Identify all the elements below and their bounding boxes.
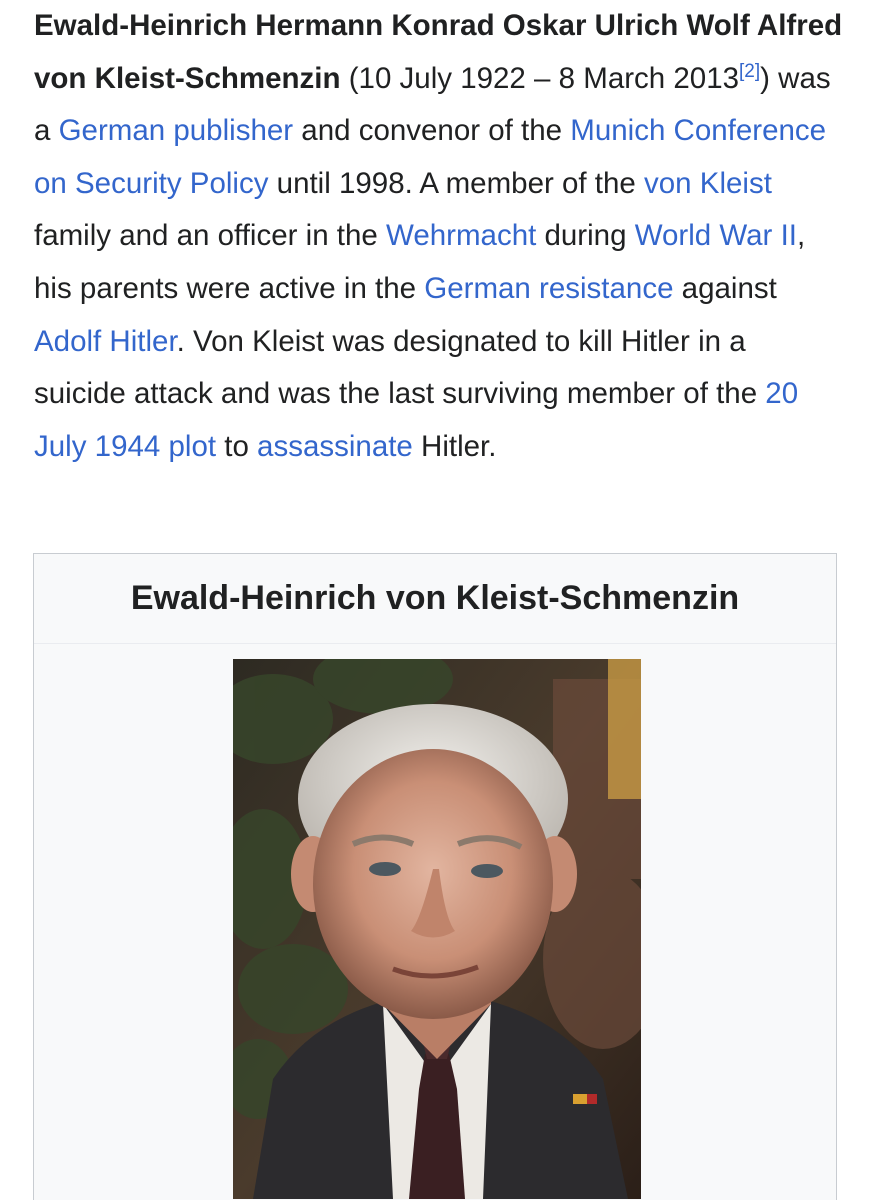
intro-text: during bbox=[536, 219, 635, 253]
article-intro-paragraph bbox=[34, 0, 844, 473]
link-munich-conference[interactable]: Munich Conference on Security Policy bbox=[34, 114, 827, 200]
link-world-war-ii[interactable]: World War II bbox=[634, 219, 797, 253]
link-von-kleist[interactable]: von Kleist bbox=[644, 166, 772, 200]
reference-link-2[interactable]: [2] bbox=[739, 60, 761, 82]
link-adolf-hitler[interactable]: Adolf Hitler bbox=[34, 324, 177, 358]
intro-text: to bbox=[216, 429, 258, 463]
intro-text: (10 July 1922 – 8 March 2013 bbox=[340, 61, 740, 95]
intro-text: Hitler. bbox=[412, 429, 497, 463]
intro-text: family and an officer in the bbox=[34, 219, 387, 253]
intro-text: against bbox=[673, 271, 777, 305]
infobox-portrait-image[interactable] bbox=[233, 659, 641, 1199]
subject-full-name: Ewald-Heinrich Hermann Konrad Oskar Ulrich Wolf Alfred von Kleist-Schmenzin bbox=[34, 9, 843, 95]
intro-text: ) was a bbox=[34, 61, 831, 148]
intro-text: until 1998. A member of the bbox=[268, 166, 645, 200]
link-german-publisher[interactable]: German publisher bbox=[58, 114, 294, 148]
reference-superscript bbox=[739, 61, 760, 82]
infobox bbox=[33, 553, 837, 1200]
infobox-title: Ewald-Heinrich von Kleist-Schmenzin bbox=[34, 554, 836, 644]
link-20-july-plot[interactable]: 20 July 1944 plot bbox=[34, 377, 799, 463]
intro-text: . Von Kleist was designated to kill Hitler in a suicide attack and was the last surviving member of the bbox=[34, 324, 766, 411]
link-german-resistance[interactable]: German resistance bbox=[424, 271, 674, 305]
portrait-photo bbox=[233, 659, 641, 1199]
link-assassinate[interactable]: assassinate bbox=[257, 429, 413, 463]
intro-text: , his parents were active in the bbox=[34, 219, 806, 305]
link-wehrmacht[interactable]: Wehrmacht bbox=[386, 219, 537, 253]
intro-text: and convenor of the bbox=[293, 114, 571, 148]
